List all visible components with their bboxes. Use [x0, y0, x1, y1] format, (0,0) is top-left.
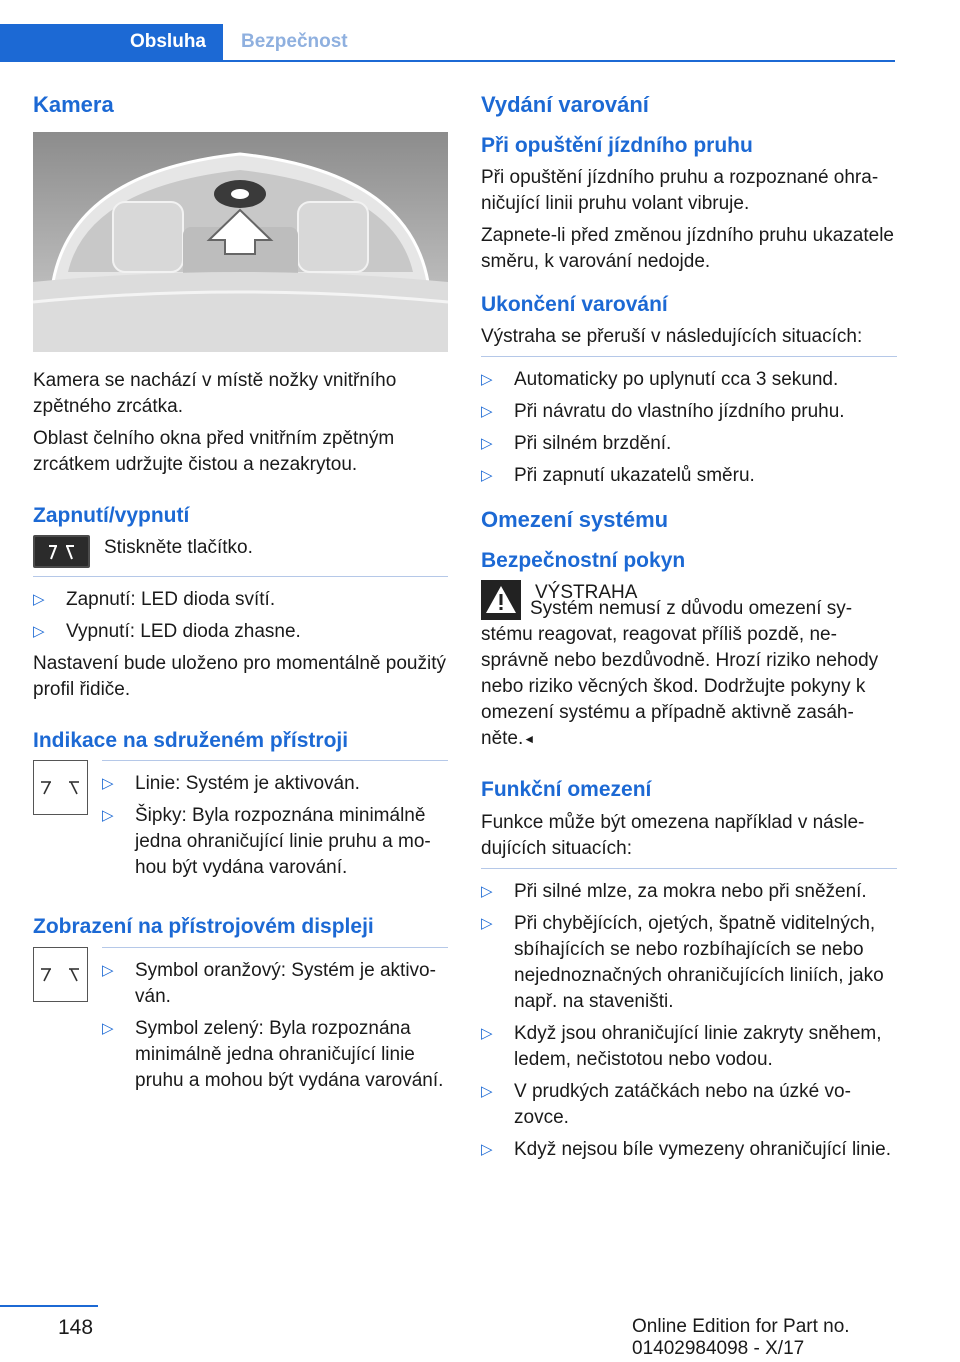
cluster-heading: Indikace na sdruženém přístroji: [33, 728, 349, 752]
list-item: ▷ Při chybějících, ojetých, špatně viditelných, sbíhajících se nebo rozbíhajících se nebo nejednoznačných ohraničujících liniích, jako např. na staveništi.: [481, 912, 884, 1012]
func-text: Funkce může být omezena například v následujících situacích:: [481, 811, 865, 859]
list-item: ▷ Při silné mlze, za mokra nebo při sněžení.: [481, 879, 897, 905]
lane-cluster-icon: [33, 760, 88, 815]
bullet-triangle-icon: ▷: [102, 961, 114, 979]
list-item: ▷ Při návratu do vlastního jízdního pruhu.: [481, 399, 897, 425]
list-item: ▷ Symbol zelený: Byla rozpoznána minimálně jedna ohraničující linie pruhu a mohou být vydána varování.: [102, 1017, 444, 1091]
list-item: ▷ Při silném brzdění.: [481, 431, 897, 457]
list-item: ▷ Když nejsou bíle vymezeny ohraničující linie.: [481, 1137, 897, 1163]
bullet-triangle-icon: ▷: [481, 1140, 493, 1158]
bullet-triangle-icon: ▷: [481, 1024, 493, 1042]
display-row: [33, 947, 448, 1100]
lane-heading: Při opuštění jízdního pruhu: [481, 133, 753, 157]
bullet-triangle-icon: ▷: [481, 435, 493, 453]
bullet-triangle-icon: ▷: [481, 882, 493, 900]
tab-underline: [0, 60, 895, 62]
list-item: ▷ V prudkých zatáčkách nebo na úzké vozovce.: [481, 1080, 851, 1128]
end-heading: Ukončení varování: [481, 292, 668, 316]
list-item: ▷ Když jsou ohraničující linie zakryty sněhem, ledem, nečistotou nebo vodou.: [481, 1022, 882, 1070]
footer-line: [0, 1305, 98, 1307]
cluster-row: [33, 760, 448, 887]
bullet-triangle-icon: ▷: [102, 1019, 114, 1037]
limits-heading: Omezení systému: [481, 507, 669, 533]
func-heading: Funkční omezení: [481, 778, 652, 802]
bullet-triangle-icon: ▷: [481, 403, 493, 421]
onoff-text: Stiskněte tlačítko.: [104, 536, 253, 558]
warning-label: VÝSTRAHA: [535, 582, 638, 604]
tab-obsluha[interactable]: Obsluha: [0, 24, 223, 60]
camera-paragraph-2: Oblast čelního okna před vnitřním zpětným zrcátkem udržujte čistou a nezakrytou.: [33, 427, 395, 475]
lane-paragraph-2: Zapnete-li před změnou jízdního pruhu ukazatele směru, k varování nedojde.: [481, 224, 894, 272]
display-list: [102, 958, 448, 1094]
onoff-note: Nastavení bude uloženo pro momentálně použitý profil řidiče.: [33, 652, 446, 700]
camera-paragraph-1: Kamera se nachází v místě nožky vnitřního zpětného zrcátka.: [33, 369, 397, 417]
list-item: ▷ Symbol oranžový: Systém je aktivován.: [102, 959, 436, 1007]
func-list: [481, 879, 897, 1163]
end-list: [481, 367, 897, 489]
bullet-triangle-icon: ▷: [481, 371, 493, 389]
list-item: ▷ Šipky: Byla rozpoznána minimálně jedna ohraničující linie pruhu a mohou být vydána varování.: [102, 805, 431, 879]
tab-bezpecnost[interactable]: Bezpečnost: [241, 31, 348, 52]
list-item: ▷ Linie: Systém je aktivován.: [102, 771, 448, 797]
onoff-heading: Zapnutí/vypnutí: [33, 503, 190, 527]
onoff-row: [33, 535, 448, 568]
camera-photo: [33, 132, 448, 352]
edition-label: Online Edition for Part no. 01402984098 - X/17: [632, 1316, 850, 1359]
bullet-triangle-icon: ▷: [481, 467, 493, 485]
warning-triangle-icon: [481, 580, 521, 620]
header-tabs: [0, 24, 895, 62]
onoff-list: [33, 587, 448, 645]
warn-heading: Vydání varování: [481, 92, 649, 117]
list-item: ▷ Zapnutí: LED dioda svítí.: [33, 587, 448, 613]
right-column: [481, 90, 897, 1169]
left-column: [33, 90, 448, 1108]
list-item: ▷ Vypnutí: LED dioda zhasne.: [33, 619, 448, 645]
display-heading: Zobrazení na přístrojovém displeji: [33, 915, 374, 939]
cluster-list: [102, 771, 448, 881]
list-item: ▷ Při zapnutí ukazatelů směru.: [481, 463, 897, 489]
end-text: Výstraha se přeruší v následujících situacích:: [481, 326, 863, 348]
lane-button-icon: [33, 535, 90, 568]
bullet-triangle-icon: ▷: [102, 775, 114, 793]
safety-heading: Bezpečnostní pokyn: [481, 548, 686, 572]
bullet-triangle-icon: ▷: [33, 590, 45, 608]
bullet-triangle-icon: ▷: [481, 1082, 493, 1100]
warning-text: Systém nemusí z důvodu omezení systému reagovat, reagovat příliš pozdě, nesprávně nebo bezdůvodně. Hrozí riziko nehody nebo riziko věcných škod. Dodržujte pokyny k omezení systému a případně aktivně zasáhněte.◄: [481, 598, 879, 750]
lane-display-icon: [33, 947, 88, 1002]
end-mark-icon: ◄: [523, 732, 536, 747]
page-number: 148: [58, 1316, 94, 1339]
lane-paragraph-1: Při opuštění jízdního pruhu a rozpoznané ohraničující linii pruhu volant vibruje.: [481, 166, 879, 214]
bullet-triangle-icon: ▷: [33, 622, 45, 640]
camera-heading: Kamera: [33, 92, 114, 117]
list-item: ▷ Automaticky po uplynutí cca 3 sekund.: [481, 367, 897, 393]
bullet-triangle-icon: ▷: [481, 914, 493, 932]
bullet-triangle-icon: ▷: [102, 807, 114, 825]
